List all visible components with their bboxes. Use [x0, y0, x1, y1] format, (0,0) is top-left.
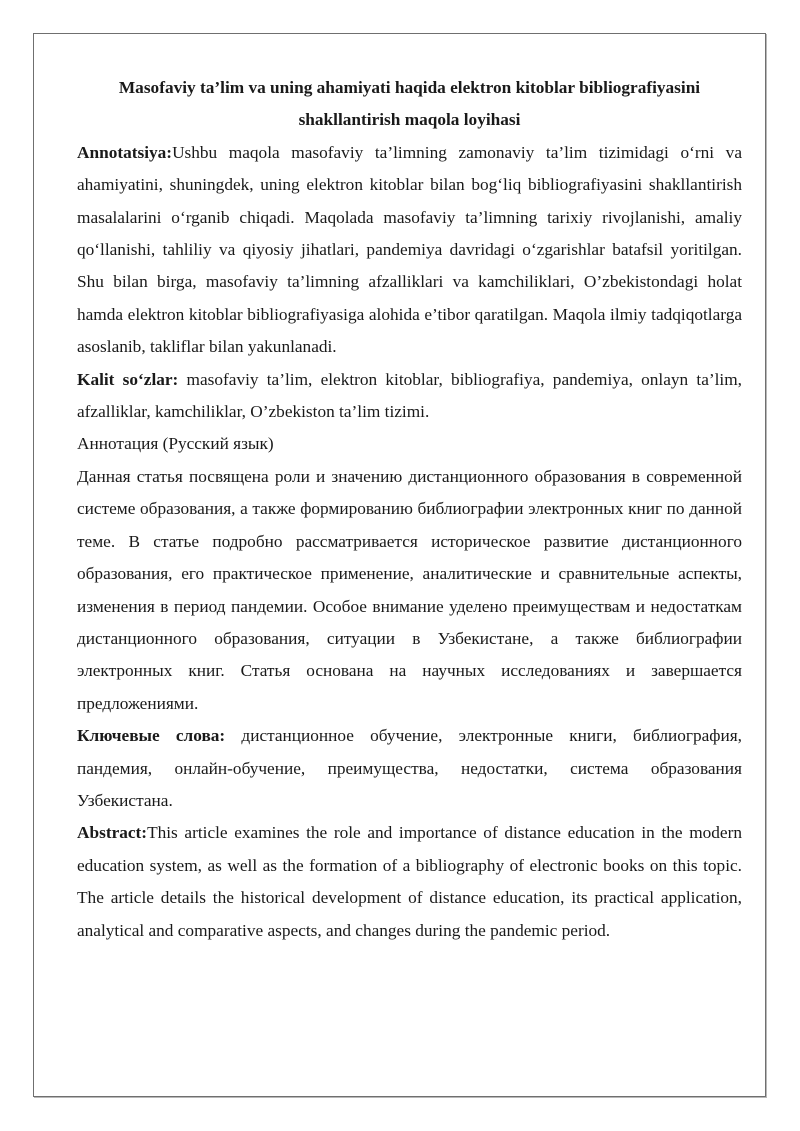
annotation-ru-text: Данная статья посвящена роли и значению дистанционного образования в современной системе образования, а также формированию библиографии электронных книг по данной теме. В статье подробно рассматривается историческое развитие дистанционного образования, его практическое применение, аналитические и сравнительные аспекты, изменения в период пандемии. Особое внимание уделено преимуществам и недостаткам дистанционного образования, ситуации в Узбекистане, а также библиографии электронных книг. Статья основана на научных исследованиях и завершается предложениями.: [77, 466, 742, 713]
abstract-en-paragraph: [77, 817, 742, 947]
annotation-uz-paragraph: [77, 137, 742, 364]
document-body: [77, 72, 742, 947]
article-title: [77, 72, 742, 137]
keywords-ru-paragraph: [77, 720, 742, 817]
title-line-2: shakllantirish maqola loyihasi: [298, 110, 521, 130]
keywords-uz-label: Kalit so‘zlar:: [77, 369, 179, 389]
abstract-en-label: Abstract:: [77, 823, 148, 843]
keywords-ru-label: Ключевые слова:: [77, 726, 226, 746]
title-line-1: Masofaviy ta’lim va uning ahamiyati haqida elektron kitoblar bibliografiyasini: [118, 78, 701, 97]
keywords-uz-paragraph: [77, 364, 742, 429]
annotation-ru-heading: Аннотация (Русский язык): [77, 434, 274, 454]
abstract-en-text: This article examines the role and importance of distance education in the modern education system, as well as the formation of a bibliography of electronic books on this topic. The article details the historical development of distance education, its practical application, analytical and comparative aspects, and changes during the pandemic period.: [77, 823, 742, 940]
keywords-uz-text: masofaviy ta’lim, elektron kitoblar, bibliografiya, pandemiya, onlayn ta’lim, afzalliklar, kamchiliklar, O’zbekiston ta’lim tizimi.: [77, 369, 743, 422]
keywords-ru-text: дистанционное обучение, электронные книги, библиография, пандемия, онлайн-обучение, преимущества, недостатки, система образования Узбекистана.: [77, 726, 742, 810]
annotation-uz-label: Annotatsiya:: [77, 142, 173, 162]
annotation-uz-text: Ushbu maqola masofaviy ta’limning zamonaviy ta’lim tizimidagi o‘rni va ahamiyatini, shuningdek, uning elektron kitoblar bilan bog‘liq bibliografiyasini shakllantirish masalalarini o‘rganib chiqadi. Maqolada masofaviy ta’limning tarixiy rivojlanishi, amaliy qo‘llanishi, tahliliy va qiyosiy jihatlari, pandemiya davridagi o‘zgarishlar batafsil yoritilgan. Shu bilan birga, masofaviy ta’limning afzalliklari va kamchiliklari, O’zbekistondagi holat hamda elektron kitoblar bibliografiyasiga alohida e’tibor qaratilgan. Maqola ilmiy tadqiqotlarga asoslanib, takliflar bilan yakunlanadi.: [77, 142, 742, 357]
